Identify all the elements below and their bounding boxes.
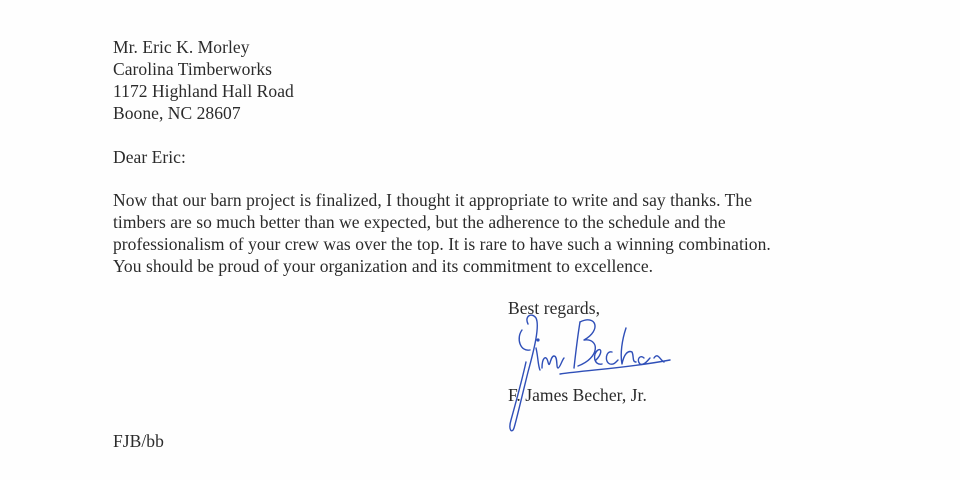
body-line: professionalism of your crew was over the top. It is rare to have such a winning combination. — [113, 234, 771, 254]
recipient-company: Carolina Timberworks — [113, 59, 272, 79]
body-line: You should be proud of your organization and its commitment to excellence. — [113, 256, 654, 276]
salutation: Dear Eric: — [113, 147, 186, 167]
recipient-address-block — [113, 36, 294, 124]
body-paragraph — [113, 189, 771, 277]
reference-initials: FJB/bb — [113, 431, 164, 451]
closing: Best regards, — [508, 298, 601, 318]
recipient-street: 1172 Highland Hall Road — [113, 81, 294, 101]
body-line: Now that our barn project is finalized, I thought it appropriate to write and say thanks. The — [113, 190, 753, 210]
recipient-name: Mr. Eric K. Morley — [113, 37, 250, 57]
recipient-city-state-zip: Boone, NC 28607 — [113, 103, 241, 123]
signer-name: F. James Becher, Jr. — [508, 385, 647, 405]
body-line: timbers are so much better than we expected, but the adherence to the schedule and the — [113, 212, 726, 232]
handwritten-signature — [498, 310, 678, 435]
